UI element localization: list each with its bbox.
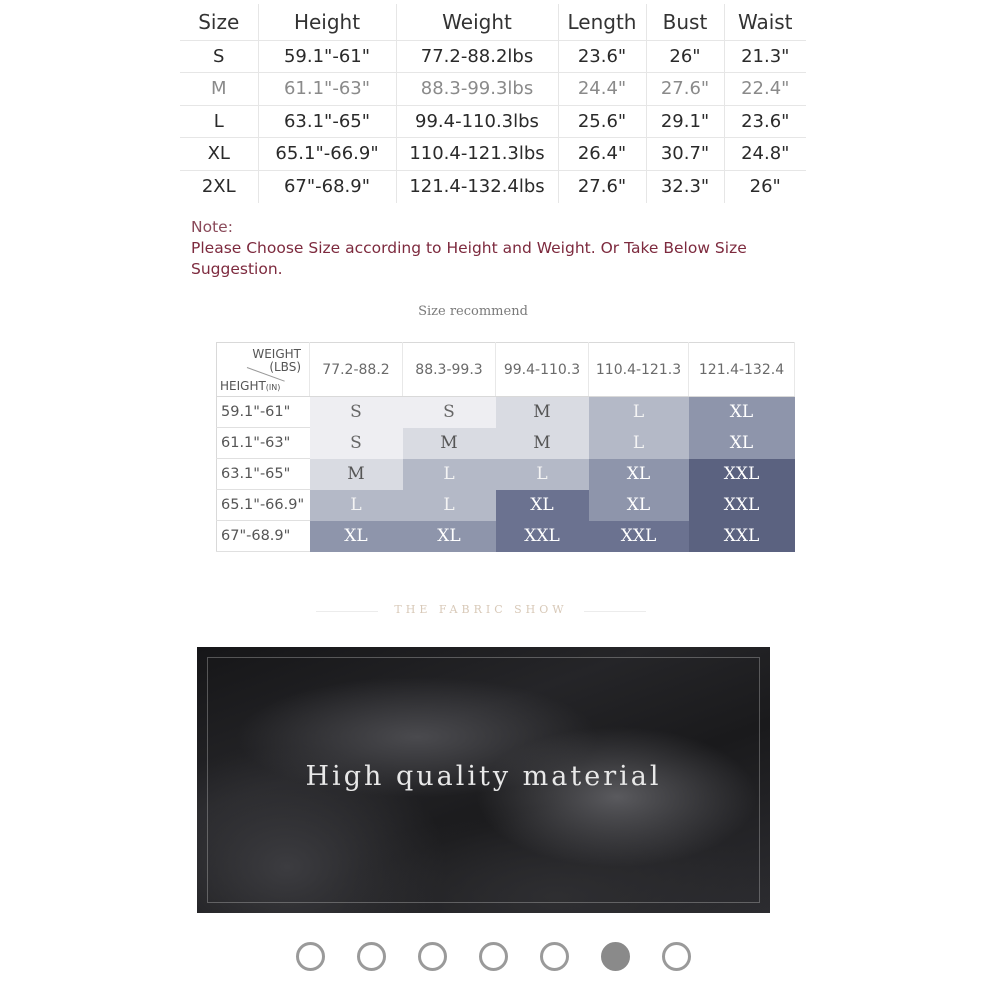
size-chart-cell: 32.3" [646, 170, 724, 203]
size-chart-cell: 67"-68.9" [258, 170, 396, 203]
recommend-cell: XL [589, 459, 689, 490]
size-chart-cell: S [180, 40, 258, 73]
recommend-height-label: 65.1"-66.9" [217, 490, 310, 521]
corner-height-unit: (IN) [265, 383, 281, 392]
recommend-cell: S [310, 428, 403, 459]
recommend-cell: M [310, 459, 403, 490]
size-chart-cell: 24.4" [558, 73, 646, 106]
size-chart-cell: 26.4" [558, 138, 646, 171]
size-chart-cell: 21.3" [724, 40, 806, 73]
recommend-row [217, 428, 795, 459]
size-chart-header: Size [180, 4, 258, 40]
recommend-corner-cell [217, 343, 310, 397]
recommend-cell: L [496, 459, 589, 490]
size-chart-row [180, 40, 806, 73]
size-chart-header: Waist [724, 4, 806, 40]
recommend-cell: M [496, 428, 589, 459]
size-chart-header: Height [258, 4, 396, 40]
recommend-row [217, 521, 795, 552]
recommend-cell: L [589, 397, 689, 428]
size-chart-cell: 121.4-132.4lbs [396, 170, 558, 203]
size-chart-cell: 30.7" [646, 138, 724, 171]
recommend-weight-header: 77.2-88.2 [310, 343, 403, 397]
recommend-cell: M [496, 397, 589, 428]
size-chart-cell: 26" [724, 170, 806, 203]
size-chart-row [180, 73, 806, 106]
carousel-dot[interactable] [296, 942, 325, 971]
size-chart-cell: XL [180, 138, 258, 171]
corner-weight-line2: (LBS) [269, 360, 301, 374]
recommend-weight-header: 110.4-121.3 [589, 343, 689, 397]
size-chart-cell: 29.1" [646, 105, 724, 138]
recommend-cell: XL [589, 490, 689, 521]
recommend-cell: L [589, 428, 689, 459]
recommend-weight-header: 121.4-132.4 [689, 343, 795, 397]
size-chart-header: Weight [396, 4, 558, 40]
size-chart-row [180, 138, 806, 171]
size-chart-cell: 23.6" [724, 105, 806, 138]
recommend-cell: M [403, 428, 496, 459]
size-recommend-title: Size recommend [418, 304, 528, 319]
size-chart-cell: 25.6" [558, 105, 646, 138]
note-label: Note: [191, 218, 233, 236]
size-note [191, 217, 811, 280]
note-text: Please Choose Size according to Height and Weight. Or Take Below Size Suggestion. [191, 239, 747, 278]
size-chart-cell: 63.1"-65" [258, 105, 396, 138]
recommend-cell: XL [496, 490, 589, 521]
recommend-height-label: 63.1"-65" [217, 459, 310, 490]
size-chart-cell: 2XL [201, 176, 236, 197]
size-chart-cell: 99.4-110.3lbs [396, 105, 558, 138]
recommend-cell: L [403, 490, 496, 521]
recommend-cell: XXL [689, 521, 795, 552]
corner-height-text: HEIGHT [220, 379, 266, 393]
corner-weight-line1: WEIGHT [252, 347, 301, 361]
size-chart-table [180, 4, 806, 203]
recommend-cell: XXL [496, 521, 589, 552]
recommend-cell: XL [689, 428, 795, 459]
recommend-cell: L [310, 490, 403, 521]
size-chart-header: Bust [646, 4, 724, 40]
carousel-dot[interactable] [662, 942, 691, 971]
size-chart-cell: 88.3-99.3lbs [396, 73, 558, 106]
size-chart-cell: 27.6" [558, 170, 646, 203]
size-chart-row [180, 105, 806, 138]
recommend-cell: XXL [589, 521, 689, 552]
fabric-caption: High quality material [305, 761, 662, 792]
recommend-header-row [217, 343, 795, 397]
recommend-height-label: 59.1"-61" [217, 397, 310, 428]
size-chart-cell: 26" [646, 40, 724, 73]
fabric-photo [197, 647, 770, 913]
recommend-weight-header: 99.4-110.3 [496, 343, 589, 397]
size-chart-cell: 23.6" [558, 40, 646, 73]
size-chart-cell: 110.4-121.3lbs [396, 138, 558, 171]
recommend-cell: XXL [689, 490, 795, 521]
size-recommend-table [216, 342, 795, 552]
corner-weight-label [252, 348, 301, 374]
carousel-pagination [296, 942, 696, 972]
recommend-cell: S [403, 397, 496, 428]
recommend-row [217, 397, 795, 428]
size-chart-cell: L [180, 105, 258, 138]
size-chart-cell: 65.1"-66.9" [258, 138, 396, 171]
corner-height-label [220, 379, 280, 393]
carousel-dot[interactable] [357, 942, 386, 971]
fabric-section-heading: THE FABRIC SHOW [316, 603, 646, 616]
recommend-cell: L [403, 459, 496, 490]
carousel-dot[interactable] [540, 942, 569, 971]
recommend-row [217, 490, 795, 521]
recommend-cell: XL [310, 521, 403, 552]
recommend-cell: XL [689, 397, 795, 428]
recommend-cell: XL [403, 521, 496, 552]
size-chart-cell: 61.1"-63" [258, 73, 396, 106]
recommend-height-label: 61.1"-63" [217, 428, 310, 459]
recommend-row [217, 459, 795, 490]
size-chart-cell: 24.8" [724, 138, 806, 171]
size-chart-row [180, 170, 806, 203]
size-chart-header: Length [558, 4, 646, 40]
recommend-cell: S [310, 397, 403, 428]
size-chart-header-row [180, 4, 806, 40]
size-chart-cell: 77.2-88.2lbs [396, 40, 558, 73]
recommend-weight-header: 88.3-99.3 [403, 343, 496, 397]
carousel-dot-active[interactable] [601, 942, 630, 971]
recommend-height-label: 67"-68.9" [217, 521, 310, 552]
carousel-dot[interactable] [418, 942, 447, 971]
size-chart-cell: 59.1"-61" [258, 40, 396, 73]
carousel-dot[interactable] [479, 942, 508, 971]
size-chart-cell: M [180, 73, 258, 106]
size-chart-cell: 27.6" [646, 73, 724, 106]
size-chart-cell: 22.4" [724, 73, 806, 106]
recommend-cell: XXL [689, 459, 795, 490]
